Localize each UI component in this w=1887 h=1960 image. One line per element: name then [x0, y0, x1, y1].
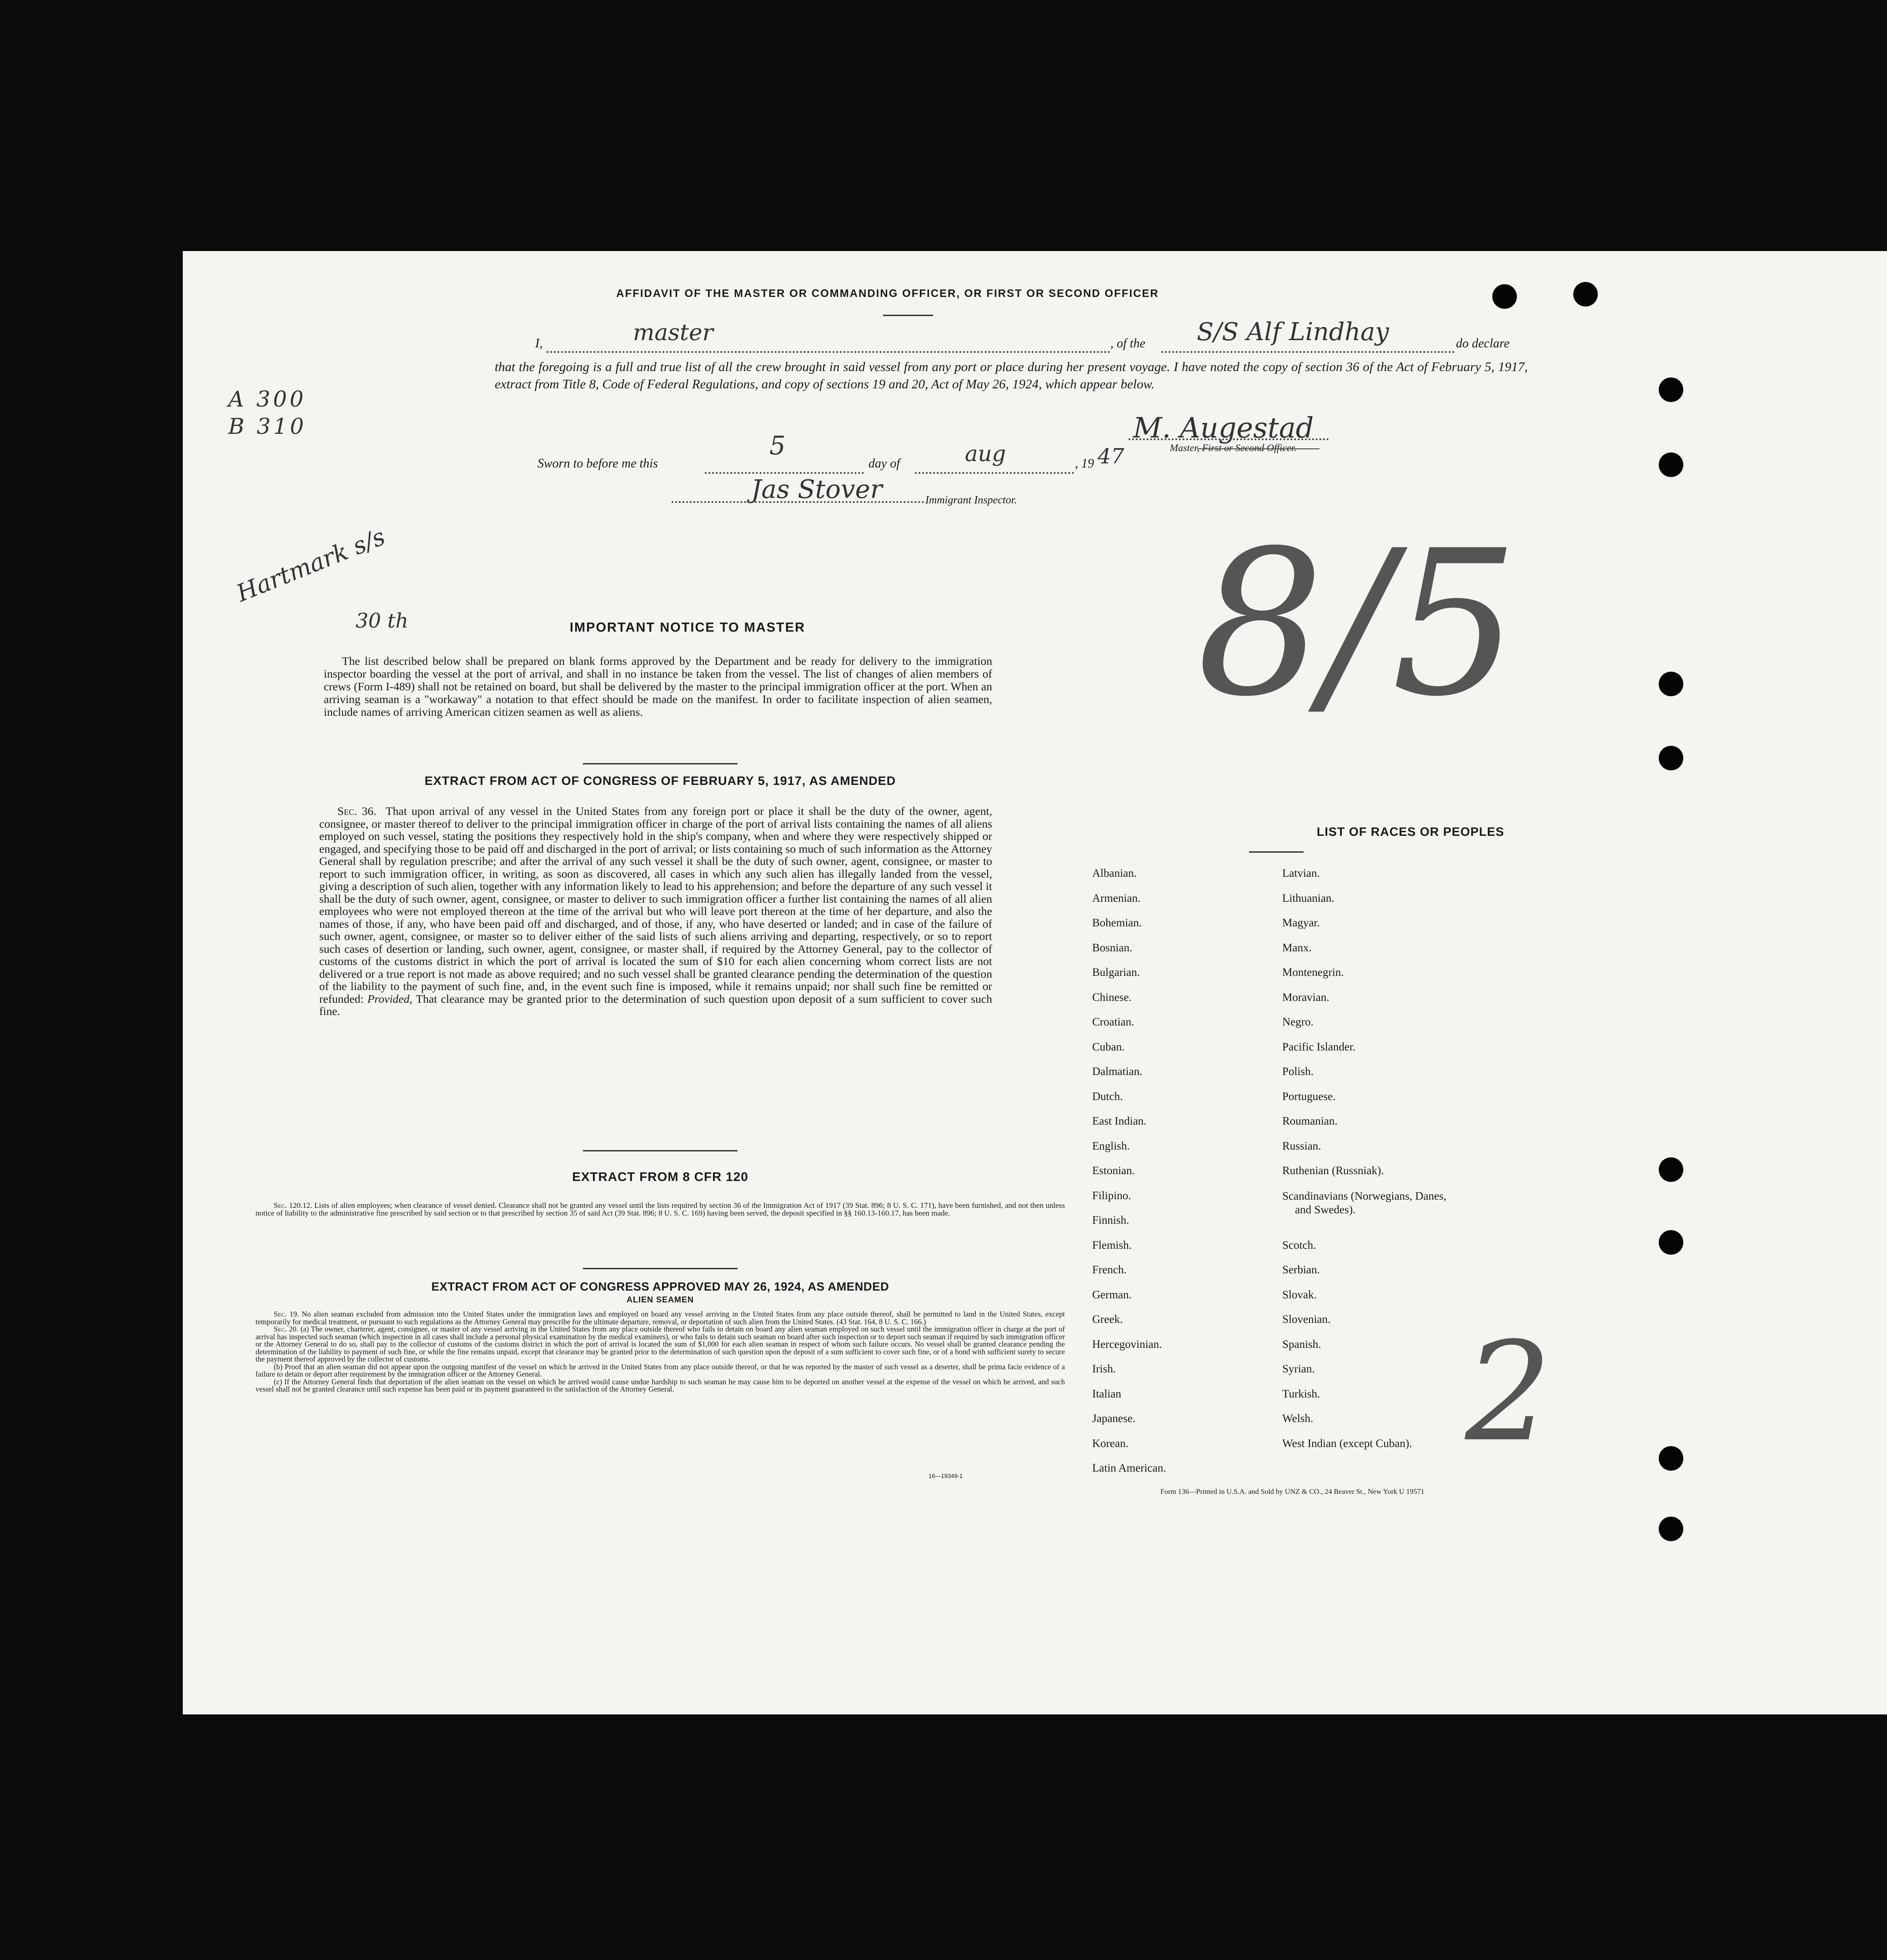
race-item: Dutch.: [1092, 1090, 1123, 1103]
race-item: Albanian.: [1092, 867, 1137, 879]
section-text: Lists of alien employees; when clearance of vessel denied. Clearance shall not be granted any vessel until the lists required by section 36 of the Immigration Act of 1917 (39 Stat. 896; 8 U. S. C. 171), have been furnished, and not then unless notice of liability to the administrative fine prescribed by said section or to that prescribed by section 35 of said Act (39 Stat. 896; 8 U. S. C. 169) having been served, the deposit specified in §§ 160.13-160.17, has been made.: [256, 1201, 1065, 1217]
section-text: That upon arrival of any vessel in the United States from any foreign port or place it shall be the duty of the owner, agent, consignee, or master thereof to deliver to the principal immigration officer in charge of the port of arrival lists containing the names of all aliens employed on such vessel, stating the positions they respectively hold in the ship's company, when and where they were respectively shipped or engaged, and specifying those to be paid off and discharged in the port of arrival; or lists containing so much of such information as the Attorney General shall by regulation prescribe; and after the arrival of any such vessel it shall be the duty of such owner, agent, consignee, or master to report to such immigration officer, in writing, as soon as discovered, all cases in which any such alien has illegally landed from the vessel, giving a description of such alien, together with any information likely to lead to his apprehension; and before the departure of any such vessel it shall be the duty of such owner, agent, consignee, or master to deliver to such immigration officer a further list containing the names of all alien employees who were not employed thereon at the time of the arrival but who will leave port thereon at the time of her departure, and also the names of those, if any, who have been paid off and discharged, and of those, if any, who have deserted or landed; and in case of the failure of such owner, agent, consignee, or master so to deliver either of the said lists of such aliens arriving and departing, respectively, or so to report such cases of desertion or landing, such owner, agent, consignee, or master shall, if required by the Attorney General, pay to the collector of customs of the customs district in which the port of arrival is located the sum of $10 for each alien concerning whom correct lists are not delivered or a true report is not made as above required; and no such vessel shall be granted clearance pending the determination of the question of the liability to the payment of such fine, and, in the event such fine is imposed, while it remains unpaid; nor shall such fine be remitted or refunded:: [319, 804, 992, 1005]
binder-hole: [1659, 1446, 1683, 1471]
divider: [583, 1150, 738, 1151]
binder-hole: [1659, 746, 1683, 770]
fill-line: [915, 472, 1074, 474]
document-page: [183, 251, 1887, 1714]
proviso-text: That clearance may be granted prior to the determination of such question upon deposit of a sum sufficient to cover such fine.: [319, 992, 992, 1018]
race-item: Latin American.: [1092, 1462, 1166, 1474]
section-text: (a) The owner, charterer, agent, consignee, or master of any vessel arriving in the United States from any place outside thereof who fails to detain on board any alien seaman employed on such vessel until the immigration officer in charge at the port of arrival has inspected such seaman (which inspection in all cases shall include a personal physical examination by the medical examiners), or who fails to detain such seaman on board after such inspection or to deport such seaman if required by such immigration officer or the Attorney General to do so, shall pay to the collector of customs of the customs district in which the port of arrival is located the sum of $1,000 for each alien seaman in respect of whom such failure occurs. No vessel shall be granted clearance pending the determination of the liability to payment of such fine, or while the fine remains unpaid, except that clearance may be granted prior to the determination of such question upon the deposit of a sum sufficient to cover such fine, or of a bond with sufficient surety to secure the payment thereof approved by the collector of customs.: [256, 1325, 1065, 1363]
section-label: Sec. 120.12.: [274, 1201, 312, 1210]
race-item: Magyar.: [1282, 917, 1320, 929]
day-of-label: day of: [868, 457, 900, 471]
handwritten-day: 5: [769, 431, 786, 461]
section-text: (c) If the Attorney General finds that deportation of the alien seaman on the vessel on which he arrived would cause undue hardship to such seaman he may cause him to be deported on another vessel at the expense of the vessel on which he arrived, and such vessel shall not be granted clearance until such expense has been paid or its payment guaranteed to the satisfaction of the Attorney General.: [256, 1377, 1065, 1393]
race-item: Bohemian.: [1092, 917, 1142, 929]
race-item: Chinese.: [1092, 991, 1132, 1004]
race-item: Lithuanian.: [1282, 892, 1335, 905]
race-item: Negro.: [1282, 1016, 1314, 1028]
signature-line: [672, 501, 924, 503]
fill-line: [547, 351, 1110, 353]
race-item: Korean.: [1092, 1437, 1129, 1450]
section-label: Sec. 36.: [337, 804, 376, 818]
race-item: Latvian.: [1282, 867, 1320, 879]
race-item: Slovak.: [1282, 1288, 1317, 1301]
race-item: East Indian.: [1092, 1115, 1147, 1127]
proviso-label: Provided,: [367, 992, 412, 1005]
race-item: Manx.: [1282, 941, 1312, 954]
section-label: Sec. 19.: [274, 1310, 299, 1318]
race-item: Finnish.: [1092, 1214, 1129, 1226]
race-item: Turkish.: [1282, 1387, 1320, 1400]
divider: [1249, 851, 1304, 853]
race-item: Greek.: [1092, 1313, 1123, 1326]
binder-hole: [1659, 1517, 1683, 1541]
race-item: Roumanian.: [1282, 1115, 1338, 1127]
race-item: German.: [1092, 1288, 1132, 1301]
declare-label: do declare: [1456, 337, 1510, 351]
affidavit-title: AFFIDAVIT OF THE MASTER OR COMMANDING OFFICER, OR FIRST OR SECOND OFFICER: [616, 287, 1159, 300]
race-item: West Indian (except Cuban).: [1282, 1437, 1412, 1450]
race-item: Filipino.: [1092, 1189, 1131, 1202]
race-item: Welsh.: [1282, 1412, 1314, 1425]
handwritten-b-line: B 310: [228, 414, 307, 439]
race-item: Dalmatian.: [1092, 1065, 1143, 1078]
race-item: Flemish.: [1092, 1239, 1132, 1251]
handwritten-note-1: Hartmark s/s: [233, 523, 389, 608]
race-item: Russian.: [1282, 1140, 1321, 1152]
fill-line: [1161, 351, 1455, 353]
race-item: Polish.: [1282, 1065, 1314, 1078]
extract-1917-body: [319, 805, 992, 1018]
race-item: Estonian.: [1092, 1165, 1135, 1177]
signature-caption: Master, First or Second Officer.: [1169, 442, 1297, 453]
section-text: (b) Proof that an alien seaman did not appear upon the outgoing manifest of the vessel on which he arrived in the United States from any place outside thereof, or that he was reported by the master of such vessel as a deserter, shall be prima facie evidence of a failure to detain or deport after requirement by the immigration officer or the Attorney General.: [256, 1362, 1065, 1378]
binder-hole: [1659, 1230, 1683, 1255]
race-item: Croatian.: [1092, 1016, 1134, 1028]
handwritten-a-line: A 300: [228, 387, 306, 412]
race-item: Scandinavians (Norwegians, Danes, and Swedes).: [1282, 1190, 1447, 1216]
divider: [883, 315, 933, 316]
affidavit-body: that the foregoing is a full and true list of all the crew brought in said vessel from any port or place during her present voyage. I have noted the copy of section 36 of the Act of February 5, 1917, extract from Title 8, Code of Federal Regulations, and copy of sections 19 and 20, Act of May 26, 1924, which appear below.: [495, 360, 1528, 392]
year-prefix: , 19: [1075, 457, 1094, 471]
of-the-label: , of the: [1110, 337, 1145, 351]
handwritten-master: master: [633, 319, 713, 346]
race-item: Portuguese.: [1282, 1090, 1336, 1103]
divider: [583, 1268, 738, 1269]
races-title: LIST OF RACES OR PEOPLES: [1316, 825, 1505, 839]
race-item: Moravian.: [1282, 991, 1330, 1004]
section-label: Sec. 20.: [274, 1325, 299, 1333]
race-item: Scotch.: [1282, 1239, 1316, 1251]
handwritten-year: 47: [1098, 444, 1124, 468]
form-footer: Form 136—Printed in U.S.A. and Sold by UNZ & CO., 24 Beaver St., New York U 19571: [1160, 1488, 1425, 1496]
i-label: I,: [535, 337, 543, 351]
extract-cfr-body: [256, 1201, 1065, 1217]
race-item: Armenian.: [1092, 892, 1141, 905]
inspector-signature: Jas Stover: [751, 475, 883, 504]
section-text: No alien seaman excluded from admission into the United States under the immigration laws and employed on board any vessel arriving in the United States from any place outside thereof, shall be permitted to land in the United States, except temporarily for medical treatment, or pursuant to such regulations as the Attorney General may prescribe for the ultimate departure, removal, or deportation of such alien from the United States. (43 Stat. 164, 8 U. S. C. 166.): [256, 1310, 1065, 1326]
race-item: Pacific Islander.: [1282, 1040, 1356, 1053]
race-item: Spanish.: [1282, 1338, 1321, 1351]
race-item: Irish.: [1092, 1363, 1116, 1375]
extract-1924-body: [256, 1311, 1065, 1393]
extract-1924-subtitle: ALIEN SEAMEN: [626, 1295, 694, 1304]
race-item: Cuban.: [1092, 1040, 1125, 1053]
race-item: Slovenian.: [1282, 1313, 1331, 1326]
binder-hole: [1659, 377, 1683, 402]
master-signature: M. Augestad: [1133, 411, 1314, 444]
race-item: Japanese.: [1092, 1412, 1136, 1425]
handwritten-month: aug: [965, 441, 1006, 467]
race-item: Syrian.: [1282, 1363, 1315, 1375]
sworn-label: Sworn to before me this: [537, 457, 658, 471]
race-item: Ruthenian (Russniak).: [1282, 1165, 1384, 1177]
race-item: English.: [1092, 1140, 1130, 1152]
extract-cfr-title: EXTRACT FROM 8 CFR 120: [572, 1170, 748, 1184]
handwritten-large-mark: 2: [1465, 1313, 1552, 1472]
inspector-caption: Immigrant Inspector.: [925, 494, 1017, 506]
handwritten-large-date: 8/5: [1197, 508, 1519, 740]
strikethrough: [1197, 448, 1320, 449]
handwritten-note-2: 30 th: [356, 609, 408, 633]
binder-hole: [1492, 284, 1517, 309]
extract-1917-title: EXTRACT FROM ACT OF CONGRESS OF FEBRUARY 5, 1917, AS AMENDED: [424, 774, 896, 788]
extract-1924-title: EXTRACT FROM ACT OF CONGRESS APPROVED MAY 26, 1924, AS AMENDED: [431, 1280, 889, 1293]
notice-title: IMPORTANT NOTICE TO MASTER: [569, 620, 806, 635]
race-item: Montenegrin.: [1282, 966, 1344, 979]
binder-hole: [1659, 1157, 1683, 1182]
race-item: Italian: [1092, 1387, 1121, 1400]
race-item: Bulgarian.: [1092, 966, 1140, 979]
fill-line: [705, 472, 864, 474]
race-item: Bosnian.: [1092, 941, 1133, 954]
print-code: 16—19349-1: [928, 1473, 963, 1479]
notice-body: The list described below shall be prepared on blank forms approved by the Department and be ready for delivery to the immigration inspector boarding the vessel at the port of arrival, and shall in no instance be taken from the vessel. The list of changes of alien members of crews (Form I-489) shall not be retained on board, but shall be delivered by the master to the principal immigration officer at the port. When an arriving seaman is a "workaway" a notation to that effect should be made on the manifest. In order to facilitate inspection of alien seamen, include names of arriving American citizen seamen as well as aliens.: [324, 654, 992, 719]
signature-line: [1129, 438, 1329, 440]
binder-hole: [1659, 452, 1683, 477]
handwritten-vessel-name: S/S Alf Lindhay: [1197, 317, 1389, 346]
divider: [583, 763, 738, 764]
binder-hole: [1659, 672, 1683, 696]
race-item: Serbian.: [1282, 1264, 1320, 1276]
race-item: Hercegovinian.: [1092, 1338, 1162, 1351]
race-item: French.: [1092, 1264, 1127, 1276]
